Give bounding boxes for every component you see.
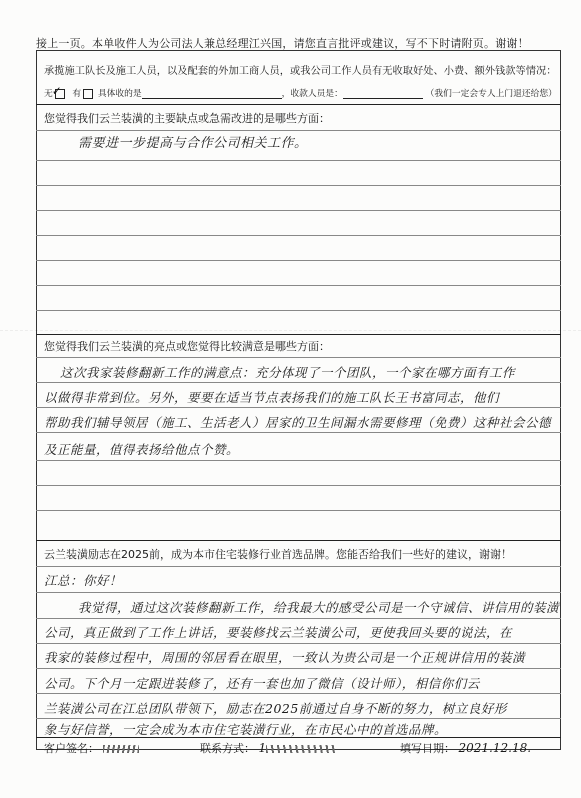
- check-mark-icon: ✓: [51, 83, 62, 98]
- contact-label: 联系方式：: [200, 742, 255, 755]
- ruled-line: [36, 718, 561, 719]
- bribery-answer-row: 无 ✓ 有 具体收的是 ，收款人员是： （我们一定会专人上门退还给您）: [44, 83, 557, 99]
- ruled-line: [36, 285, 561, 286]
- received-field[interactable]: [343, 87, 423, 99]
- yes-label: 有: [72, 89, 82, 99]
- ruled-line: [36, 460, 561, 461]
- shortcomings-title: 您觉得我们云兰装潢的主要缺点或急需改进的是哪些方面：: [44, 112, 330, 125]
- suggestions-title: 云兰装潢励志在2025前，成为本市住宅装修行业首选品牌。您能否给我们一些好的建议，谢谢！: [44, 548, 512, 561]
- redacted-contact: [266, 745, 336, 753]
- date-value: 2021.12.18.: [458, 741, 532, 755]
- date-label: 填写日期：: [400, 742, 455, 755]
- shortcomings-handwriting: 需要进一步提高与合作公司相关工作。: [78, 136, 308, 151]
- ruled-line: [36, 310, 561, 311]
- highlights-line-2: 以做得非常到位。另外，要要在适当节点表扬我们的施工队长王书富同志，他们: [44, 390, 500, 405]
- header-note: 接上一页。本单收件人为公司法人兼总经理江兴国，请您直言批评或建议，写不下时请附页。谢谢！: [36, 37, 529, 50]
- highlights-line-3: 帮助我们辅导领居（施工、生活老人）居家的卫生间漏水需要修理（免费）这种社会公德: [44, 415, 552, 430]
- suggestions-line-5: 公司。下个月一定跟进装修了，还有一套也加了微信（设计师），相信你们云: [44, 676, 480, 691]
- bribery-question: 承揽施工队长及施工人员，以及配套的外加工商人员，或我公司工作人员有无收取好处、小费、额外钱款等情况：: [44, 65, 557, 77]
- ruled-line: [36, 592, 561, 593]
- suggestions-line-2: 我觉得，通过这次装修翻新工作，给我最大的感受公司是一个守诚信、讲信用的装潢: [78, 600, 560, 615]
- ruled-line: [36, 510, 561, 511]
- none-label: 无: [44, 89, 53, 99]
- ruled-line: [36, 432, 561, 433]
- suggestions-line-7: 象与好信誉，一定会成为本市住宅装潢行业，在市民心中的首选品牌。: [44, 722, 448, 737]
- suggestions-line-1: 江总：你好！: [44, 573, 123, 588]
- ruled-line: [36, 260, 561, 261]
- ruled-line: [36, 407, 561, 408]
- paper-fold: [0, 330, 581, 331]
- ruled-line: [36, 693, 561, 694]
- highlights-title: 您觉得我们云兰装潢的亮点或您觉得比较满意是哪些方面：: [44, 340, 330, 353]
- detail-label: 具体收的是: [97, 89, 142, 99]
- none-checkbox[interactable]: [51, 83, 65, 99]
- redacted-signature: [103, 745, 139, 753]
- highlights-line-4: 及正能量，值得表扬给他点个赞。: [44, 442, 240, 457]
- ruled-line: [36, 235, 561, 236]
- contact-value: 1: [258, 741, 267, 755]
- date-row: [400, 740, 531, 756]
- divider: [36, 540, 561, 541]
- received-label: 收款人员是：: [290, 89, 343, 99]
- ruled-line: [36, 618, 561, 619]
- customer-sign-label: 客户签名：: [44, 742, 99, 755]
- suggestions-line-3: 公司，真正做到了工作上讲话，要装修找云兰装潢公司，更使我回头要的说法，在: [44, 625, 513, 640]
- ruled-line: [36, 643, 561, 644]
- ruled-line: [36, 668, 561, 669]
- ruled-line: [36, 210, 561, 211]
- ruled-line: [36, 357, 561, 358]
- ruled-line: [36, 160, 561, 161]
- yes-checkbox[interactable]: [83, 89, 93, 99]
- ruled-line: [36, 382, 561, 383]
- divider: [36, 334, 561, 335]
- detail-field[interactable]: [142, 87, 282, 99]
- contact-row: [200, 740, 336, 756]
- ruled-line: [36, 485, 561, 486]
- refund-note: （我们一定会专人上门退还给您）: [425, 89, 557, 99]
- suggestions-line-4: 我家的装修过程中，周围的邻居看在眼里，一致认为贵公司是一个正规讲信用的装潢: [44, 650, 526, 665]
- customer-sign-row: [44, 740, 139, 756]
- ruled-line: [36, 566, 561, 567]
- ruled-line: [36, 185, 561, 186]
- suggestions-line-6: 兰装潢公司在江总团队带领下，励志在2025前通过自身不断的努力，树立良好形: [44, 701, 507, 716]
- divider: [36, 737, 561, 738]
- ruled-line: [36, 130, 561, 131]
- divider: [36, 104, 561, 105]
- highlights-line-1: 这次我家装修翻新工作的满意点：充分体现了一个团队，一个家在哪方面有工作: [60, 365, 516, 380]
